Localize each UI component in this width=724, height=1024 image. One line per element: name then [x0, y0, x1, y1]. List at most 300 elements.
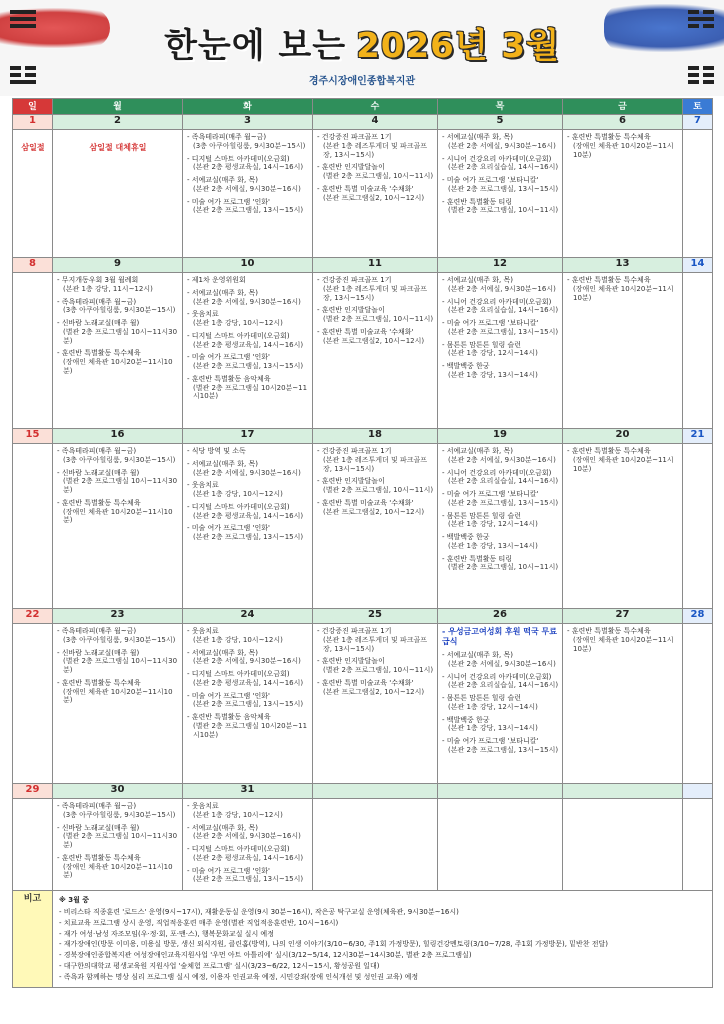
- event-item: [442, 362, 559, 380]
- event-title: - 백발백중 한궁: [442, 715, 490, 724]
- event-item: [57, 319, 179, 345]
- event-detail: (3층 아쿠아힐링룸, 9시30분~15시): [63, 635, 176, 644]
- event-title: - 훈련반 특별활동 특수체육: [57, 853, 141, 862]
- event-title: - 훈련반 특별활동 특수체육: [567, 276, 651, 284]
- day-cell: [53, 799, 183, 891]
- event-detail: (본관 프로그램실2, 10시~12시): [323, 687, 425, 696]
- date-number: 16: [53, 429, 183, 444]
- events-row: [13, 799, 713, 891]
- date-number: 22: [13, 609, 53, 624]
- day-cell: [438, 624, 563, 784]
- event-title: - 서예교실(매주 화, 목): [187, 648, 258, 657]
- event-item: [187, 375, 309, 401]
- event-title: - 건강증진 파크골프 1기: [317, 133, 392, 141]
- event-item: [567, 133, 679, 159]
- event-item: [442, 673, 559, 691]
- date-number: 30: [53, 784, 183, 799]
- date-number: 12: [438, 258, 563, 273]
- event-title: - 족욕테라피(매주 월~금): [57, 447, 137, 455]
- event-item: [187, 155, 309, 173]
- event-title: - 족욕테라피(매주 월~금): [57, 297, 137, 306]
- event-item: [442, 133, 559, 151]
- day-cell: [563, 273, 683, 429]
- event-detail: (별관 2층 프로그램실, 10시~11시): [323, 666, 434, 674]
- date-number: 25: [313, 609, 438, 624]
- event-title: - 백발백중 한궁: [442, 533, 490, 541]
- event-item: [442, 555, 559, 573]
- event-item: [187, 289, 309, 307]
- event-detail: (본관 2층 서예실, 9시30분~16시): [193, 297, 301, 306]
- event-title: - 신바람 노래교실(매주 월): [57, 468, 140, 477]
- event-detail: (본관 2층 요리실습실, 14시~16시): [448, 681, 559, 690]
- date-number: 7: [683, 115, 713, 130]
- date-number: 9: [53, 258, 183, 273]
- event-title: - 미술 여가 프로그램 '보타니칼': [442, 319, 539, 327]
- day-cell: [313, 273, 438, 429]
- event-title: - 미술 여가 프로그램 '인화': [187, 353, 270, 362]
- day-cell: [563, 799, 683, 891]
- event-detail: (본관 1층 강당, 10시~12시): [193, 490, 283, 498]
- event-detail: (본관 2층 서예실, 9시30분~16시): [448, 284, 556, 293]
- date-number: 13: [563, 258, 683, 273]
- event-item: [57, 679, 179, 705]
- event-detail: (본관 2층 프로그램실, 13시~15시): [193, 875, 304, 884]
- event-title: - 백발백중 한궁: [442, 362, 490, 370]
- event-detail: (본관 2층 평생교육실, 14시~16시): [193, 163, 304, 172]
- day-cell: [563, 130, 683, 258]
- event-detail: (별관 2층 프로그램실 10시~11시30분): [63, 657, 178, 674]
- event-title: - 몸튼튼 맘튼튼 힐링 슬런: [442, 511, 522, 520]
- date-number: 4: [313, 115, 438, 130]
- event-title: - 훈련반 특별 미술교육 '수채화': [317, 498, 414, 507]
- event-detail: (본관 2층 서예실, 9시30분~16시): [193, 184, 301, 193]
- events-row: [13, 130, 713, 258]
- event-title: - 서예교실(매주 화, 목): [187, 823, 258, 832]
- event-title: - 시니어 건강요리 아카데미(오금회): [442, 297, 552, 306]
- date-number: 15: [13, 429, 53, 444]
- event-title: - 훈련반 인지발달놀이: [317, 657, 385, 666]
- event-detail: (본관 2층 서예실, 9시30분~16시): [448, 455, 556, 464]
- event-title: - 미술 여가 프로그램 '보타니칼': [442, 176, 539, 184]
- event-item: [442, 176, 559, 194]
- event-title: - 훈련반 특별활동 특수체육: [567, 133, 651, 141]
- date-number: 29: [13, 784, 53, 799]
- remark-item: - 대구한의대학교 평생교육원 지원사업 '숲체험 프로그램' 실시(3/23~6/22, 12시~15시, 황성공원 일대): [59, 962, 380, 971]
- date-number-row: [13, 784, 713, 799]
- event-detail: (본관 1층 레즈투게더 및 파크골프장, 13시~15시): [323, 141, 427, 159]
- event-item: [317, 679, 434, 697]
- event-title: - 서예교실(매주 화, 목): [442, 133, 513, 141]
- day-cell: [53, 273, 183, 429]
- date-number: 28: [683, 609, 713, 624]
- event-item: [317, 328, 434, 346]
- event-title: - 훈련반 인지발달놀이: [317, 477, 385, 486]
- day-cell: [13, 130, 53, 258]
- event-item: [317, 133, 434, 159]
- event-title: - 훈련반 특별활동 특수체육: [57, 498, 141, 507]
- event-title: - 우성금고여성회 후원 떡국 무료급식: [442, 627, 557, 646]
- remark-item: - 족욕과 함께하는 명상 심리 프로그램 실시 예정, 이용자 인권교육 예정, 시민강좌(장애 인식개선 및 성인권 교육) 예정: [59, 972, 419, 981]
- event-title: - 미술 여가 프로그램 '보타니칼': [442, 737, 539, 745]
- event-item: [187, 845, 309, 863]
- event-item: [187, 802, 309, 820]
- event-item: [57, 649, 179, 675]
- event-detail: (본관 프로그램실2, 10시~12시): [323, 336, 425, 345]
- event-detail: (장애인 체육관 10시20분~11시10분): [63, 687, 173, 705]
- event-detail: (본관 2층 프로그램실, 13시~15시): [193, 533, 304, 541]
- event-item: [57, 349, 179, 375]
- event-title: - 디지털 스마트 아카데미(오금회): [187, 331, 290, 340]
- event-detail: (3층 아쿠아힐링룸, 9시30분~15시): [63, 455, 176, 464]
- event-detail: (본관 1층 강당, 12시~14시): [448, 349, 538, 358]
- event-detail: (본관 2층 프로그램실, 13시~15시): [193, 700, 304, 709]
- event-detail: (본관 2층 평생교육실, 14시~16시): [193, 678, 304, 687]
- event-item: [187, 481, 309, 499]
- event-detail: (본관 1층 레즈투게더 및 파크골프장, 13시~15시): [323, 284, 427, 302]
- event-detail: (3층 아쿠아힐링룸, 9시30분~15시): [193, 141, 306, 150]
- date-number: 19: [438, 429, 563, 444]
- remark-item: - 재가 여성·남성 자조모임(우·정·회, 포·맨·스), 행복문화교실 실시 예정: [59, 929, 274, 938]
- day-cell: [683, 130, 713, 258]
- event-item: [187, 198, 309, 216]
- event-detail: (본관 2층 요리실습실, 14시~16시): [448, 306, 559, 315]
- event-detail: (장애인 체육관 10시20분~11시10분): [63, 507, 173, 525]
- event-title: - 족욕테라피(매주 월~금): [187, 133, 267, 141]
- title-part2: 2026년 3월: [356, 26, 560, 66]
- holiday-label: 삼일절 대체휴일: [89, 143, 147, 152]
- remarks-content: [53, 891, 713, 988]
- event-title: - 디지털 스마트 아카데미(오금회): [187, 502, 290, 511]
- event-title: - 미술 여가 프로그램 '인화': [187, 866, 270, 875]
- event-title: - 신바람 노래교실(매주 월): [57, 319, 140, 327]
- day-cell: [313, 444, 438, 609]
- event-title: - 건강증진 파크골프 1기: [317, 276, 392, 284]
- event-title: - 제1차 운영위원회: [187, 276, 246, 284]
- event-title: - 미술 여가 프로그램 '보타니칼': [442, 490, 539, 498]
- event-detail: (장애인 체육관 10시20분~11시10분): [573, 141, 674, 159]
- event-title: - 시니어 건강요리 아카데미(오금회): [442, 154, 552, 163]
- date-number: 10: [183, 258, 313, 273]
- weekday-header-row: [13, 99, 713, 115]
- event-detail: (본관 1층 강당, 12시~14시): [448, 702, 538, 711]
- event-item: [187, 627, 309, 645]
- date-number: 1: [13, 115, 53, 130]
- day-cell: [563, 624, 683, 784]
- event-detail: (본관 2층 요리실습실, 14시~16시): [448, 477, 559, 486]
- event-detail: (별관 2층 프로그램실, 10시~11시): [323, 315, 434, 323]
- day-cell: [53, 130, 183, 258]
- event-title: - 족욕테라피(매주 월~금): [57, 627, 137, 635]
- remarks-row: [13, 891, 713, 988]
- day-cell: [563, 444, 683, 609]
- day-cell: [13, 273, 53, 429]
- date-number: 21: [683, 429, 713, 444]
- event-detail: (본관 2층 서예실, 9시30분~16시): [193, 468, 301, 477]
- page-title: [0, 18, 724, 67]
- day-cell: [183, 273, 313, 429]
- day-cell: [683, 799, 713, 891]
- event-item: [567, 627, 679, 653]
- event-title: - 식당 방역 및 소독: [187, 447, 246, 455]
- day-cell: [683, 273, 713, 429]
- weekday-mon: 월: [53, 99, 183, 115]
- event-detail: (본관 2층 평생교육실, 14시~16시): [193, 511, 304, 520]
- day-cell: [53, 444, 183, 609]
- event-item: [187, 649, 309, 667]
- event-item: [187, 176, 309, 194]
- event-title: - 훈련반 특별 미술교육 '수채화': [317, 327, 414, 336]
- event-title: - 건강증진 파크골프 1기: [317, 447, 392, 455]
- holiday-label: 삼일절: [21, 143, 45, 152]
- event-item: [442, 319, 559, 337]
- event-detail: (본관 2층 프로그램실, 13시~15시): [448, 184, 559, 193]
- date-number-row: [13, 115, 713, 130]
- event-title: - 미술 여가 프로그램 '인화': [187, 691, 270, 700]
- day-cell: [183, 444, 313, 609]
- event-title: - 디지털 스마트 아카데미(오금회): [187, 154, 290, 163]
- event-item: [187, 670, 309, 688]
- event-detail: (별관 2층 프로그램실 10시20분~11시10분): [193, 721, 308, 739]
- event-item: [442, 276, 559, 294]
- event-detail: (본관 2층 프로그램실, 13시~15시): [448, 498, 559, 507]
- event-title: - 웃음치료: [187, 481, 219, 490]
- event-item: [442, 298, 559, 316]
- date-number: [563, 784, 683, 799]
- event-item: [57, 854, 179, 880]
- event-title: - 훈련반 특별활동 특수체육: [57, 349, 141, 358]
- event-detail: (별관 2층 프로그램실 10시~11시30분): [63, 477, 178, 494]
- event-item: [187, 824, 309, 842]
- date-number: 11: [313, 258, 438, 273]
- event-item: [442, 737, 559, 755]
- date-number: 3: [183, 115, 313, 130]
- event-detail: (본관 1층 강당, 11시~12시): [63, 284, 153, 293]
- event-item: [187, 867, 309, 885]
- day-cell: [13, 444, 53, 609]
- day-cell: [683, 444, 713, 609]
- day-cell: [313, 130, 438, 258]
- event-title: - 훈련반 특별활동 음악체육: [187, 713, 271, 721]
- event-detail: (본관 1층 강당, 10시~12시): [193, 635, 283, 644]
- event-title: - 훈련반 특별활동 티링: [442, 554, 513, 563]
- event-detail: (본관 1층 강당, 13시~14시): [448, 541, 538, 550]
- day-cell: [183, 624, 313, 784]
- events-row: [13, 444, 713, 609]
- day-cell: [438, 273, 563, 429]
- date-number: 20: [563, 429, 683, 444]
- weekday-tue: 화: [183, 99, 313, 115]
- event-title: - 훈련반 특별 미술교육 '수채화': [317, 678, 414, 687]
- event-item: [442, 447, 559, 465]
- event-title: - 웃음치료: [187, 310, 219, 319]
- event-item: [317, 163, 434, 181]
- date-number: 14: [683, 258, 713, 273]
- weekday-sun: 일: [13, 99, 53, 115]
- event-detail: (본관 1층 레즈투게더 및 파크골프장, 13시~15시): [323, 635, 427, 653]
- event-item: [317, 306, 434, 324]
- title-part1: 한눈에 보는: [164, 26, 347, 66]
- event-title: - 몸튼튼 맘튼튼 힐링 슬런: [442, 694, 522, 702]
- event-detail: (본관 2층 요리실습실, 14시~16시): [448, 163, 559, 172]
- event-detail: (별관 2층 프로그램실, 10시~11시): [448, 206, 559, 215]
- event-detail: (본관 2층 프로그램실, 13시~15시): [193, 362, 304, 370]
- event-detail: (본관 1층 강당, 10시~12시): [193, 810, 283, 819]
- event-item: [57, 627, 179, 645]
- event-detail: (본관 2층 평생교육실, 14시~16시): [193, 340, 304, 349]
- date-number: 18: [313, 429, 438, 444]
- remark-item: - 재가장애인(방문 이미용, 미용실 방문, 생신 외식지원, 클린홈(방역), 나의 인생 이야기(3/10~6/30, 주1회 가정방문), 힐링건강멘토링(3/10~7/28, 주1회 가정방문), 밑반찬 전달): [59, 940, 608, 949]
- event-item: [187, 524, 309, 542]
- event-item: [442, 694, 559, 712]
- event-item: [187, 460, 309, 478]
- remark-item: - 경북장애인종합복지관 여성장애인교육지원사업 '우먼 아트 아틀리에' 실시(3/12~5/14, 12시30분~14시30분, 별관 2층 프로그램실): [59, 951, 472, 960]
- event-title: - 훈련반 인지발달놀이: [317, 306, 385, 315]
- event-title: - 족욕테라피(매주 월~금): [57, 802, 137, 810]
- event-item: [567, 276, 679, 302]
- event-item: [442, 651, 559, 669]
- day-cell: [438, 799, 563, 891]
- event-item: [442, 490, 559, 508]
- page-header: [0, 0, 724, 96]
- event-item: [442, 155, 559, 173]
- date-number: 24: [183, 609, 313, 624]
- event-title: - 디지털 스마트 아카데미(오금회): [187, 670, 290, 678]
- event-detail: (본관 2층 프로그램실, 13시~15시): [193, 206, 304, 215]
- event-title: - 훈련반 특별 미술교육 '수채화': [317, 184, 414, 193]
- event-item: [57, 447, 179, 465]
- event-item: [57, 469, 179, 495]
- event-title: - 훈련반 특별활동 음악체육: [187, 374, 271, 383]
- event-item: [317, 627, 434, 653]
- event-item: [57, 824, 179, 850]
- event-title: - 서예교실(매주 화, 목): [187, 176, 258, 184]
- event-item: [187, 133, 309, 151]
- event-title: - 훈련반 특별활동 특수체육: [567, 447, 651, 455]
- event-title: - 신바람 노래교실(매주 월): [57, 648, 140, 657]
- event-detail: (본관 2층 서예실, 9시30분~16시): [193, 832, 301, 841]
- event-item: [57, 499, 179, 525]
- event-title: - 미술 여가 프로그램 '인화': [187, 197, 270, 206]
- day-cell: [183, 799, 313, 891]
- event-title: - 훈련반 특별활동 티링: [442, 197, 513, 206]
- day-cell: [313, 624, 438, 784]
- event-title: - 몸튼튼 맘튼튼 힐링 슬런: [442, 340, 522, 349]
- event-item: [187, 332, 309, 350]
- event-detail: (별관 2층 프로그램실 10시~11시30분): [63, 832, 178, 849]
- event-item: [317, 276, 434, 302]
- event-item: [187, 353, 309, 371]
- event-detail: (장애인 체육관 10시20분~11시10분): [573, 635, 674, 653]
- event-title: - 서예교실(매주 화, 목): [187, 459, 258, 468]
- event-title: - 미술 여가 프로그램 '인화': [187, 524, 270, 533]
- event-detail: (장애인 체육관 10시20분~11시10분): [63, 358, 173, 375]
- remarks-label: 비고: [13, 891, 53, 988]
- event-item: [187, 692, 309, 710]
- event-item: [57, 276, 179, 294]
- organization-name: 경주시장애인종합복지관: [308, 76, 416, 87]
- event-title: - 웃음치료: [187, 802, 219, 810]
- date-number: [683, 784, 713, 799]
- day-cell: [13, 799, 53, 891]
- date-number: 5: [438, 115, 563, 130]
- event-detail: (장애인 체육관 10시20분~11시10분): [63, 862, 173, 880]
- event-detail: (본관 1층 강당, 13시~14시): [448, 724, 538, 733]
- event-item: [187, 503, 309, 521]
- day-cell: [438, 444, 563, 609]
- date-number: 17: [183, 429, 313, 444]
- day-cell: [183, 130, 313, 258]
- weekday-sat: 토: [683, 99, 713, 115]
- date-number-row: [13, 258, 713, 273]
- event-item: [187, 310, 309, 328]
- weekday-fri: 금: [563, 99, 683, 115]
- event-title: - 웃음치료: [187, 627, 219, 635]
- event-detail: (본관 1층 강당, 12시~14시): [448, 520, 538, 529]
- date-number: 26: [438, 609, 563, 624]
- event-title: - 건강증진 파크골프 1기: [317, 627, 392, 635]
- date-number-row: [13, 429, 713, 444]
- event-detail: (별관 2층 프로그램실 10시20분~11시10분): [193, 383, 308, 401]
- weekday-wed: 수: [313, 99, 438, 115]
- event-item: [317, 447, 434, 473]
- event-item: [187, 447, 309, 456]
- remarks-heading: ※ 3월 중: [59, 896, 90, 904]
- event-item: [567, 447, 679, 473]
- calendar-table: [12, 98, 713, 988]
- event-item: [442, 627, 559, 647]
- event-detail: (본관 2층 프로그램실, 13시~15시): [448, 745, 559, 754]
- event-title: - 서예교실(매주 화, 목): [442, 651, 513, 659]
- event-detail: (본관 2층 서예실, 9시30분~16시): [448, 659, 556, 668]
- event-item: [442, 512, 559, 530]
- day-cell: [13, 624, 53, 784]
- event-title: - 신바람 노래교실(매주 월): [57, 823, 140, 832]
- event-title: - 무지개동우회 3월 월례회: [57, 276, 139, 284]
- date-number: [313, 784, 438, 799]
- event-detail: (본관 프로그램실2, 10시~12시): [323, 193, 425, 202]
- day-cell: [53, 624, 183, 784]
- event-item: [187, 713, 309, 739]
- event-detail: (별관 2층 프로그램실, 10시~11시): [323, 486, 434, 494]
- event-detail: (본관 1층 강당, 10시~12시): [193, 319, 283, 327]
- date-number: 8: [13, 258, 53, 273]
- date-number: [438, 784, 563, 799]
- event-detail: (본관 2층 프로그램실, 13시~15시): [448, 327, 559, 336]
- event-detail: (본관 1층 레즈투게더 및 파크골프장, 13시~15시): [323, 455, 427, 473]
- event-detail: (별관 2층 프로그램실, 10시~11시): [323, 172, 434, 180]
- event-item: [317, 657, 434, 675]
- events-row: [13, 273, 713, 429]
- event-item: [442, 341, 559, 359]
- event-title: - 훈련반 인지발달놀이: [317, 163, 385, 172]
- date-number: 31: [183, 784, 313, 799]
- remark-item: - 치료교육 프로그램 상시 운영, 직업적응훈련 매주 운영(별관 직업적응훈련반, 10시~16시): [59, 918, 339, 927]
- weekday-thu: 목: [438, 99, 563, 115]
- date-number: 2: [53, 115, 183, 130]
- event-title: - 서예교실(매주 화, 목): [442, 447, 513, 455]
- event-title: - 서예교실(매주 화, 목): [442, 276, 513, 284]
- date-number-row: [13, 609, 713, 624]
- event-title: - 서예교실(매주 화, 목): [187, 288, 258, 297]
- event-detail: (3층 아쿠아힐링룸, 9시30분~15시): [63, 306, 176, 315]
- day-cell: [313, 799, 438, 891]
- remarks-list: [59, 907, 706, 983]
- event-item: [317, 185, 434, 203]
- event-detail: (별관 2층 프로그램실, 10시~11시): [448, 563, 559, 572]
- event-item: [317, 477, 434, 495]
- event-detail: (본관 2층 서예실, 9시30분~16시): [193, 657, 301, 666]
- event-item: [317, 499, 434, 517]
